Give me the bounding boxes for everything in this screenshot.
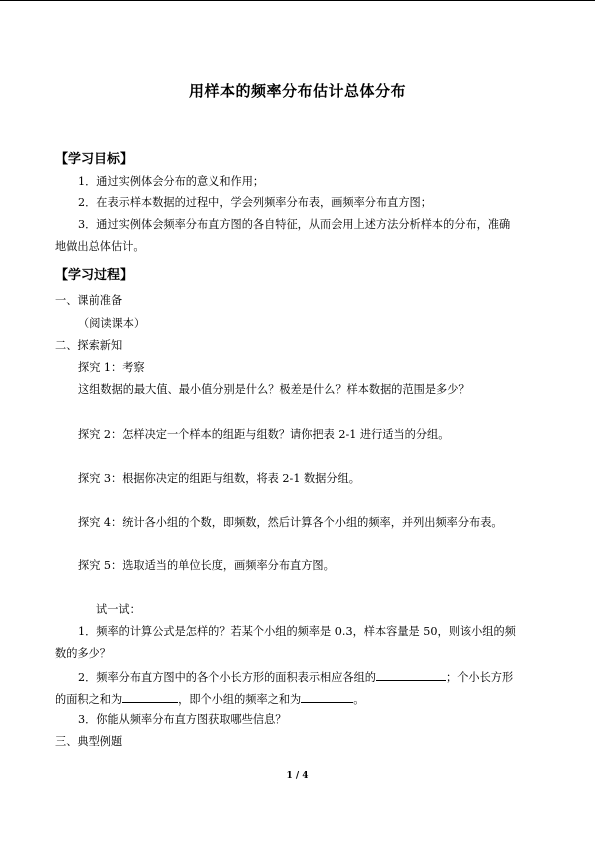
goal-item-3-cont: 地做出总体估计。 (55, 240, 145, 253)
answer-blank-1[interactable] (376, 669, 446, 681)
explore1-title: 探究 1：考察 (78, 361, 145, 374)
question-2-text-b: ；个小长方形 (446, 671, 514, 684)
try-title: 试一试： (96, 603, 141, 616)
question-2 (78, 669, 513, 685)
explore5: 探究 5：选取适当的单位长度，画频率分布直方图。 (78, 559, 335, 572)
page-number: 1 / 4 (286, 771, 309, 781)
explore1-question: 这组数据的最大值、最小值分别是什么？极差是什么？样本数据的范围是多少？ (78, 383, 470, 396)
part1-heading: 一、课前准备 (55, 294, 123, 307)
part3-heading: 三、典型例题 (55, 735, 123, 748)
question-2-text-d: ，即个小组的频率之和为 (178, 693, 302, 706)
question-3: 3．你能从频率分布直方图获取哪些信息？ (78, 713, 287, 726)
goals-heading: 【学习目标】 (55, 152, 134, 167)
question-2-text-e: 。 (353, 693, 365, 706)
question-2-text-a: 2．频率分布直方图中的各个小长方形的面积表示相应各组的 (78, 671, 376, 684)
answer-blank-2[interactable] (122, 691, 178, 703)
question-1-cont: 数的多少？ (55, 647, 111, 660)
top-rule (0, 0, 595, 1)
question-1: 1．频率的计算公式是怎样的？若某个小组的频率是 0.3，样本容量是 50，则该小组的频 (78, 625, 516, 638)
part1-note: （阅读课本） (78, 317, 146, 330)
explore3: 探究 3：根据你决定的组距与组数，将表 2-1 数据分组。 (78, 472, 360, 485)
process-heading: 【学习过程】 (55, 268, 134, 283)
question-2-cont (55, 691, 364, 707)
goal-item-3: 3．通过实例体会频率分布直方图的各自特征，从而会用上述方法分析样本的分布，准确 (78, 218, 511, 231)
goal-item-1: 1．通过实例体会分布的意义和作用； (78, 175, 265, 188)
explore4: 探究 4：统计各小组的个数，即频数，然后计算各个小组的频率，并列出频率分布表。 (78, 516, 503, 529)
answer-blank-3[interactable] (301, 691, 353, 703)
goal-item-2: 2．在表示样本数据的过程中，学会列频率分布表，画频率分布直方图； (78, 196, 432, 209)
question-2-text-c: 的面积之和为 (55, 693, 123, 706)
page-title: 用样本的频率分布估计总体分布 (188, 82, 406, 100)
part2-heading: 二、探索新知 (55, 339, 123, 352)
explore2: 探究 2：怎样决定一个样本的组距与组数？请你把表 2-1 进行适当的分组。 (78, 428, 450, 441)
